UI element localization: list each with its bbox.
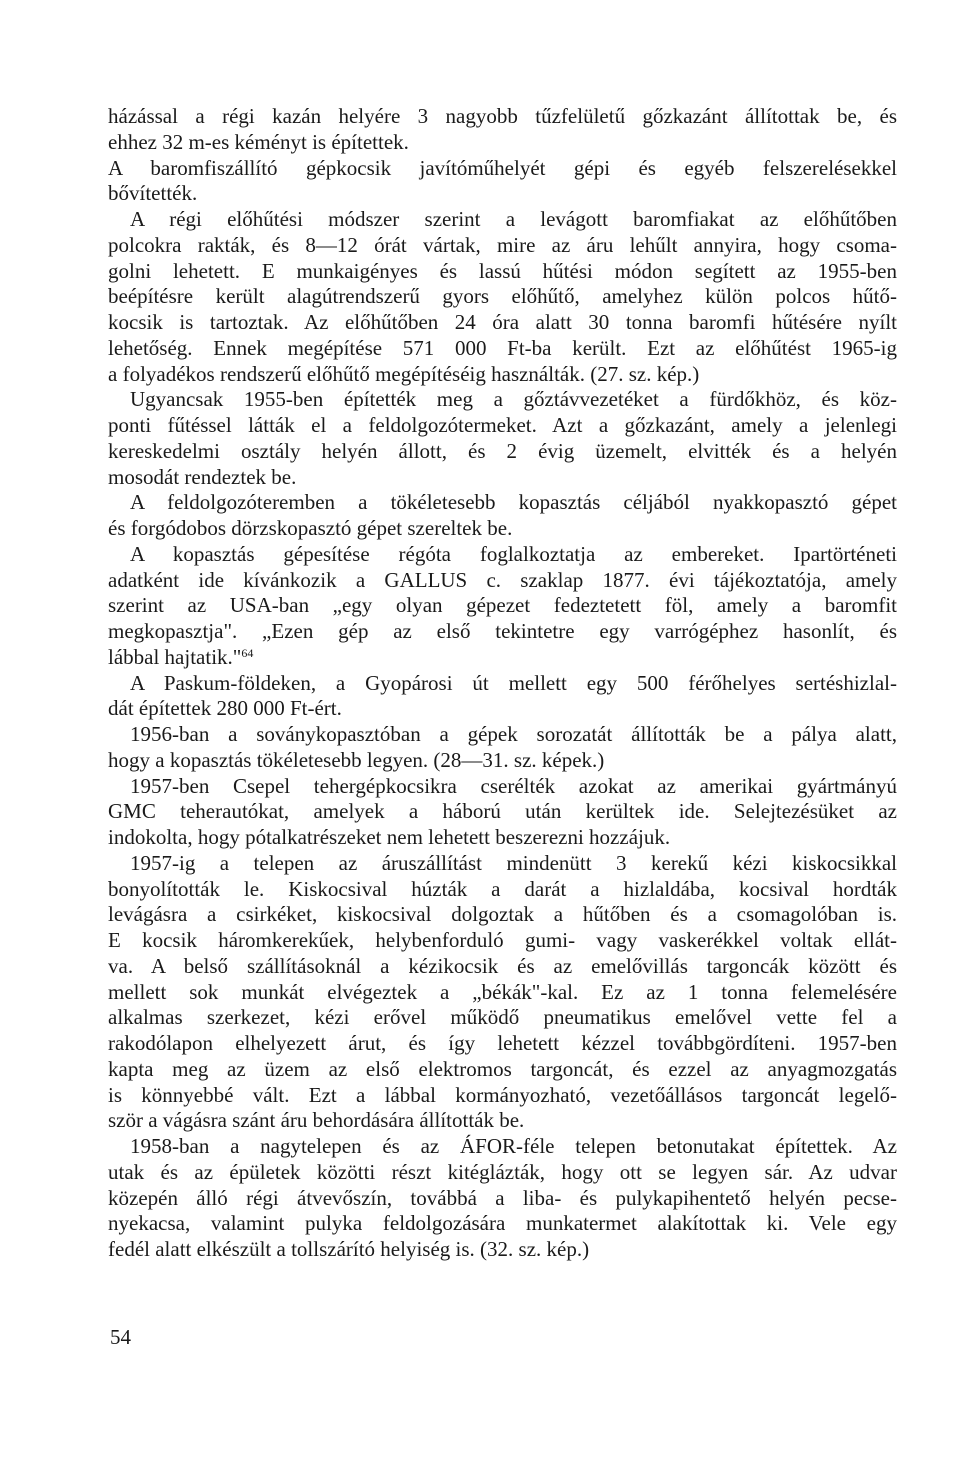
text-line — [108, 593, 897, 619]
text-line — [108, 181, 897, 207]
text-line — [108, 722, 897, 748]
text-line-content: va. A belső szállításoknál a kézikocsik és az emelővillás targoncák között és — [108, 953, 897, 978]
text-line — [108, 1134, 897, 1160]
text-line — [108, 1057, 897, 1083]
text-line — [108, 156, 897, 182]
text-line — [108, 568, 897, 594]
text-line — [108, 851, 897, 877]
text-line-content: kocsik is tartoztak. Az előhűtőben 24 óra alatt 30 tonna baromfi hűtésére nyílt — [108, 310, 897, 334]
text-line-content: lábbal hajtatik." — [108, 644, 242, 669]
text-line-content: mellett sok munkát elvégeztek a „békák"-kal. Ez az 1 tonna felemelésére — [108, 979, 897, 1004]
text-line-content: Ugyancsak 1955-ben építették meg a gőztávvezetéket a fürdőkhöz, és köz- — [130, 387, 897, 412]
text-line-content: A Paskum-földeken, a Gyopárosi út mellett egy 500 férőhelyes sertéshizlal- — [130, 670, 897, 695]
text-line — [108, 130, 897, 156]
text-line-content: utak és az épületek közötti részt kitéglázták, hogy ott se legyen sár. Az udvar — [108, 1159, 897, 1184]
text-line — [108, 1083, 897, 1109]
text-line-content: lehetőség. Ennek megépítése 571 000 Ft-ba került. Ezt az előhűtést 1965-ig — [108, 335, 897, 360]
text-line — [108, 1237, 897, 1263]
text-line-content: E kocsik háromkerekűek, helybenforduló gumi- vagy vaskerékkel voltak ellát- — [108, 928, 897, 952]
text-line-content: hogy a kopasztás tökéletesebb legyen. (28—31. sz. képek.) — [108, 747, 605, 772]
text-line — [108, 619, 897, 645]
text-line-content: kapta meg az üzem az első elektromos targoncát, és ezzel az anyagmozgatás — [108, 1056, 897, 1081]
text-line-content: is könnyebbé vált. Ezt a lábbal kormányozható, vezetőállásos targoncát legelő- — [108, 1082, 897, 1107]
text-line — [108, 1160, 897, 1186]
text-line — [108, 696, 897, 722]
text-line-content: alkalmas szerkezet, kézi erővel működő pneumatikus emelővel vette fel a — [108, 1005, 897, 1030]
text-line-content: beépítésre került alagútrendszerű gyors előhűtő, amelyhez külön polcos hűtő- — [108, 284, 897, 309]
text-line — [108, 465, 897, 491]
text-line-content: házással a régi kazán helyére 3 nagyobb tűzfelületű gőzkazánt állítottak be, és — [108, 104, 897, 128]
text-line-content: megkopasztja". „Ezen gép az első tekintetre egy varrógéphez hasonlít, és — [108, 619, 897, 643]
text-line-content: rakodólapon elhelyezett árut, és így lehetett kézzel továbbgördíteni. 1957-ben — [108, 1031, 897, 1055]
text-line — [108, 336, 897, 362]
text-line-content: bonyolították le. Kiskocsival húzták a darát a hizlaldába, kocsival hordták — [108, 876, 897, 901]
text-line — [108, 774, 897, 800]
text-line-content: nyekacsa, valamint pulyka feldolgozására munkatermet alakítottak ki. Vele egy — [108, 1211, 897, 1236]
text-line-content: 1957-ben Csepel tehergépkocsikra cserélték azokat az amerikai gyártmányú — [130, 773, 897, 798]
text-line — [108, 954, 897, 980]
text-line — [108, 413, 897, 439]
text-line-content: ponti fűtéssel látták el a feldolgozótermeket. Azt a gőzkazánt, amely a jelenlegi — [108, 413, 897, 437]
text-line — [108, 387, 897, 413]
text-line — [108, 362, 897, 388]
text-line — [108, 1186, 897, 1212]
text-line-content: kereskedelmi osztály helyén állott, és 2 évig üzemelt, elvitték és a helyén — [108, 438, 897, 463]
text-line-content: polcokra rakták, és 8—12 órát vártak, mire az áru lehűlt annyira, hogy csoma- — [108, 232, 897, 257]
text-line — [108, 748, 897, 774]
text-line — [108, 516, 897, 542]
text-line — [108, 1005, 897, 1031]
text-line — [108, 233, 897, 259]
text-line-content: szerint az USA-ban „egy olyan gépezet fedeztetett föl, amely a baromfit — [108, 593, 897, 618]
text-line — [108, 1031, 897, 1057]
text-line-content: levágásra a csirkéket, kiskocsival dolgoztak a hűtőben és a csomagolóban is. — [108, 902, 897, 927]
text-line — [108, 671, 897, 697]
text-line — [108, 207, 897, 233]
text-line — [108, 928, 897, 954]
text-line — [108, 259, 897, 285]
text-line — [108, 799, 897, 825]
text-line — [108, 284, 897, 310]
page-number: 54 — [110, 1325, 131, 1349]
text-line — [108, 439, 897, 465]
page-body — [108, 104, 897, 1263]
text-line-content: dát építettek 280 000 Ft-ért. — [108, 696, 342, 721]
text-line — [108, 877, 897, 903]
text-line — [108, 645, 897, 671]
text-line — [108, 310, 897, 336]
text-line — [108, 1211, 897, 1237]
text-line-content: 1957-ig a telepen az áruszállítást mindenütt 3 kerekű kézi kiskocsikkal — [130, 850, 897, 875]
text-line-content: 1956-ban a soványkopasztóban a gépek sorozatát állították be a pálya alatt, — [130, 722, 897, 746]
text-line-content: A feldolgozóteremben a tökéletesebb kopasztás céljából nyakkopasztó gépet — [130, 490, 897, 515]
text-line — [108, 902, 897, 928]
text-line-content: ször a vágásra szánt áru behordására állították be. — [108, 1108, 525, 1133]
text-line-content: 1958-ban a nagytelepen és az ÁFOR-féle telepen betonutakat építettek. Az — [130, 1134, 897, 1158]
text-line-content: és forgódobos dörzskopasztó gépet szereltek be. — [108, 516, 513, 540]
text-line-content: ehhez 32 m-es kéményt is építettek. — [108, 129, 409, 154]
text-line-content: A baromfiszállító gépkocsik javítóműhelyét gépi és egyéb felszerelésekkel — [108, 155, 897, 180]
text-line-content: közepén álló régi átvevőszín, továbbá a liba- és pulykapihentető helyén pecse- — [108, 1185, 897, 1210]
text-line-content: bővítették. — [108, 181, 198, 206]
text-line-content: adatként ide kívánkozik a GALLUS c. szaklap 1877. évi tájékoztatója, amely — [108, 567, 897, 592]
text-line — [108, 542, 897, 568]
text-line — [108, 1108, 897, 1134]
text-line-content: A régi előhűtési módszer szerint a levágott baromfiakat az előhűtőben — [130, 207, 897, 231]
text-line-content: A kopasztás gépesítése régóta foglalkoztatja az embereket. Ipartörténeti — [130, 541, 897, 566]
footnote-reference: 64 — [241, 645, 254, 660]
text-line-content: fedél alatt elkészült a tollszárító helyiség is. (32. sz. kép.) — [108, 1237, 590, 1261]
text-line-content: GMC teherautókat, amelyek a háború után kerültek ide. Selejtezésüket az — [108, 799, 897, 824]
text-line — [108, 980, 897, 1006]
text-line-content: indokolta, hogy pótalkatrészeket nem lehetett beszerezni hozzájuk. — [108, 825, 671, 849]
text-line-content: golni lehetett. E munkaigényes és lassú hűtési módon segített az 1955-ben — [108, 258, 897, 283]
text-line-content: mosodát rendeztek be. — [108, 464, 297, 489]
text-line — [108, 104, 897, 130]
text-line-content: a folyadékos rendszerű előhűtő megépítéséig használták. (27. sz. kép.) — [108, 361, 700, 386]
text-line — [108, 825, 897, 851]
text-line — [108, 490, 897, 516]
